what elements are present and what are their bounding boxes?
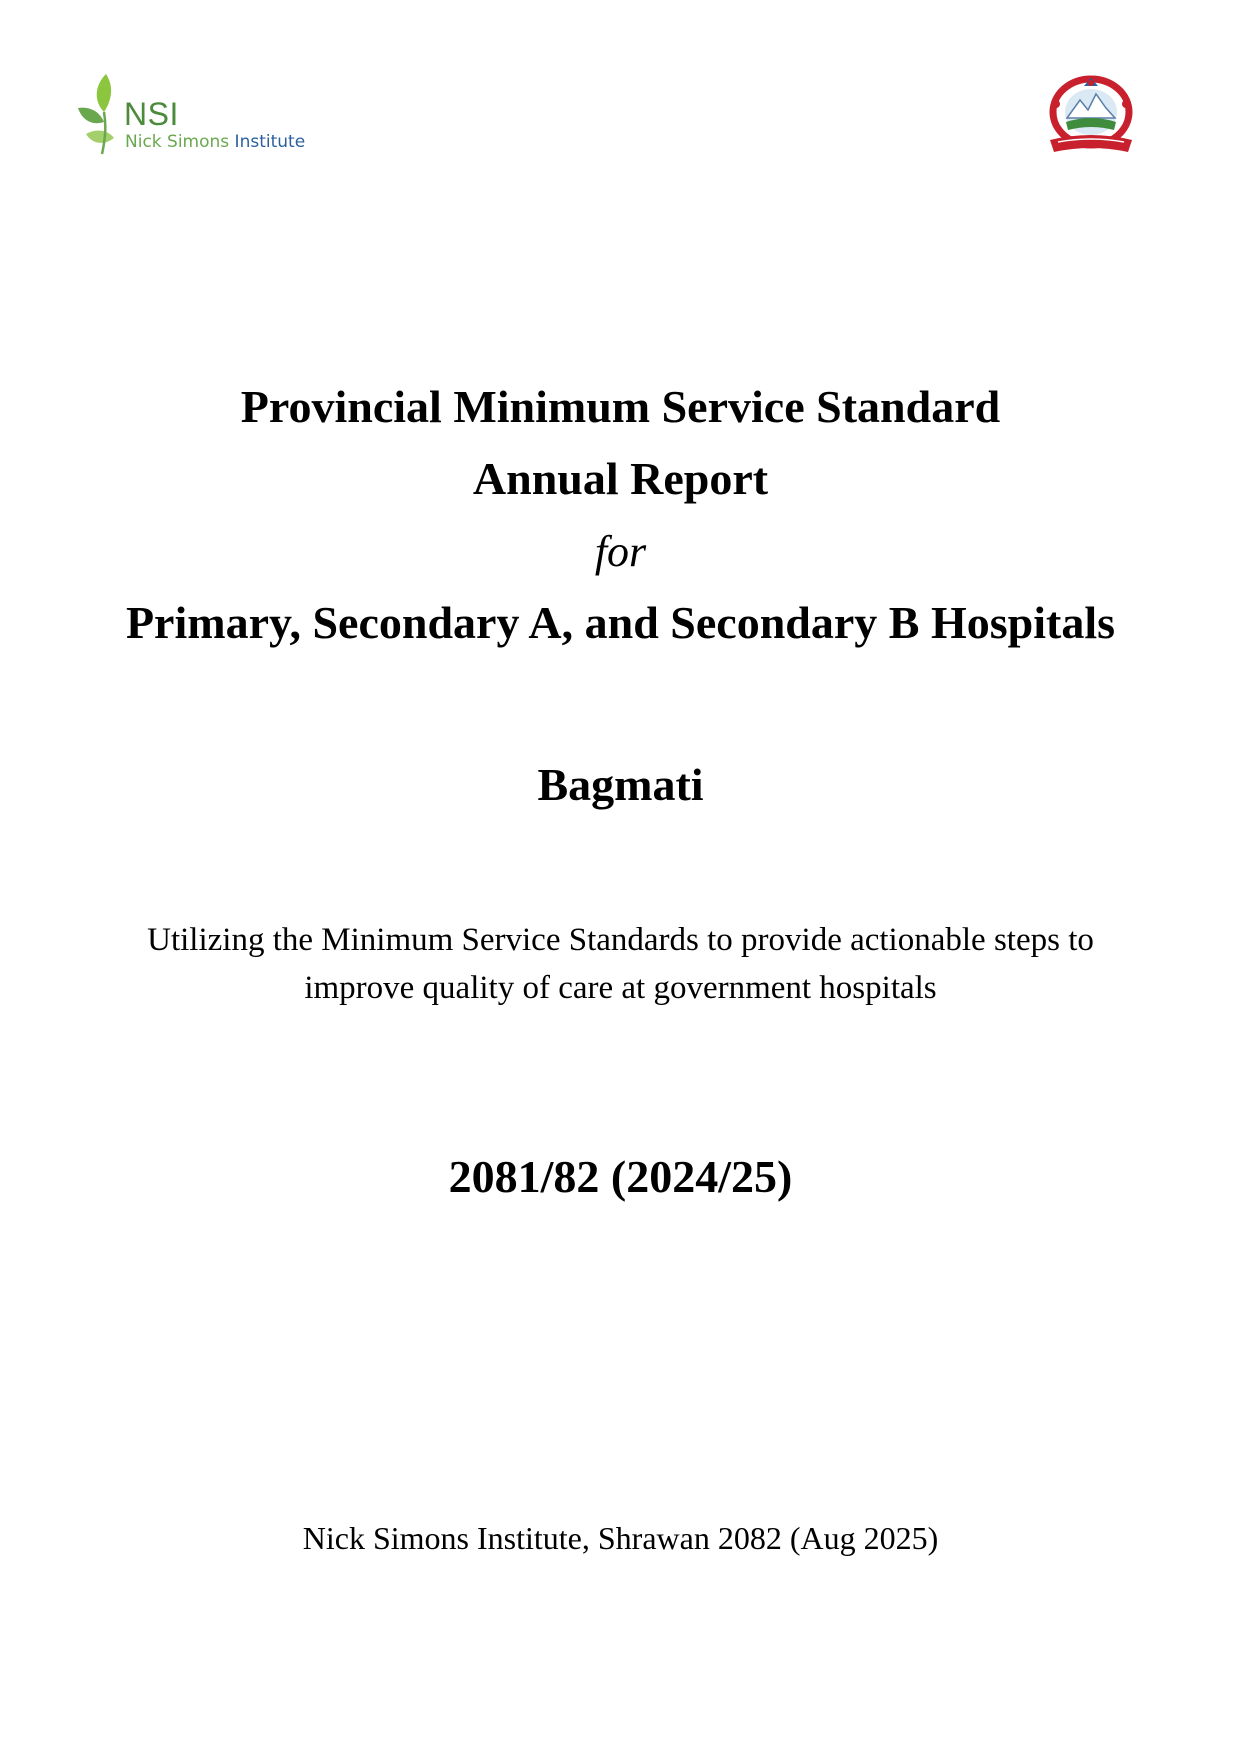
report-title-line-3: Primary, Secondary A, and Secondary B Hospitals [125, 597, 1116, 648]
fiscal-year: 2081/82 (2024/25) [448, 1151, 793, 1202]
subtitle-line-1: Utilizing the Minimum Service Standards to provide actionable steps to [147, 922, 1094, 958]
report-title-line-2: Annual Report [472, 453, 769, 504]
nsi-logo [76, 72, 316, 162]
leaf-icon [76, 72, 128, 156]
publisher-footer: Nick Simons Institute, Shrawan 2082 (Aug 2025) [302, 1520, 939, 1556]
report-title-connector: for [594, 527, 647, 576]
nepal-government-emblem-icon [1044, 74, 1138, 158]
province-name: Bagmati [537, 759, 704, 810]
nsi-full-name: Nick Simons Institute [125, 132, 306, 152]
report-title-line-1: Provincial Minimum Service Standard [240, 381, 1001, 432]
subtitle-line-2: improve quality of care at government hospitals [304, 970, 937, 1006]
nsi-abbreviation: NSI [124, 96, 179, 132]
